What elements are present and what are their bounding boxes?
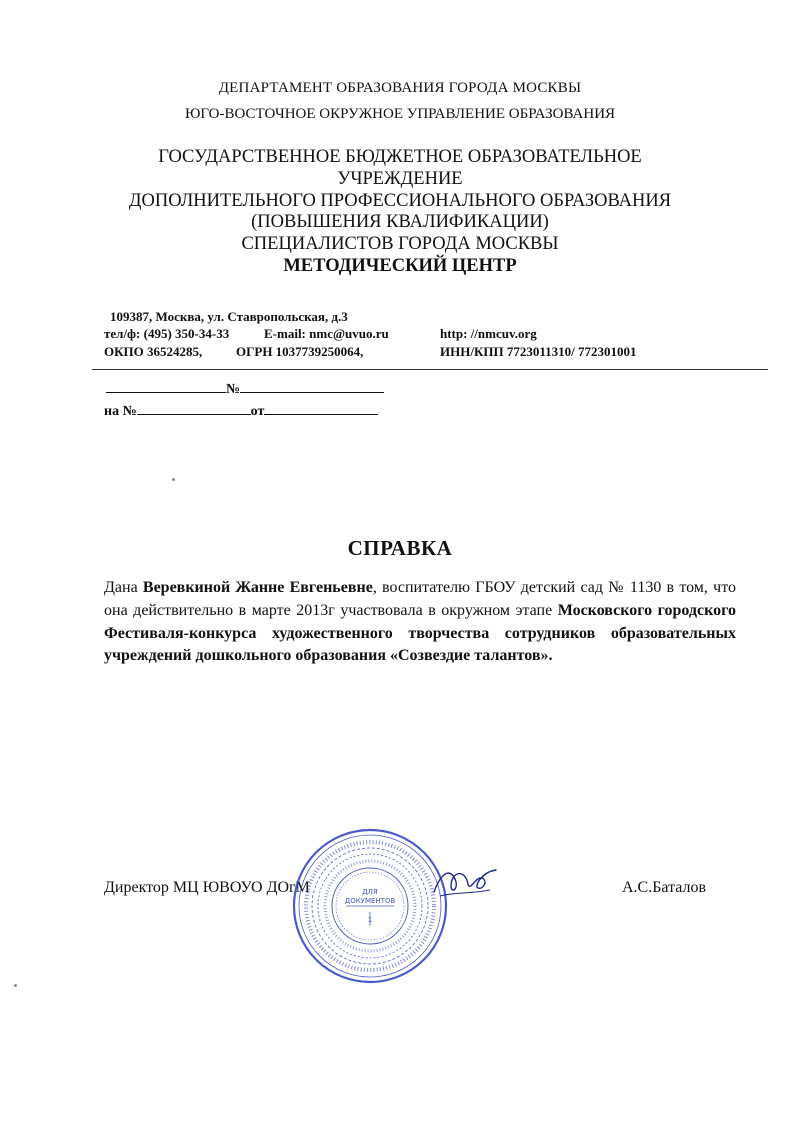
reference-date-blank: [264, 402, 378, 415]
body-text: Дана: [104, 579, 143, 596]
institution-line: (ПОВЫШЕНИЯ КВАЛИФИКАЦИИ): [251, 212, 549, 233]
outgoing-date-blank: [106, 380, 226, 393]
outgoing-number-blank: [240, 380, 384, 393]
stamp-text: ДОКУМЕНТОВ: [344, 897, 396, 905]
stamp-number: 1: [367, 916, 373, 924]
institution-line: ГОСУДАРСТВЕННОЕ БЮДЖЕТНОЕ ОБРАЗОВАТЕЛЬНОЕ: [158, 147, 642, 167]
reference-number-line: [104, 402, 378, 420]
handwritten-signature: [430, 862, 500, 902]
ogrn: ОГРН 1037739250064,: [236, 344, 364, 359]
institution-block: [0, 147, 800, 278]
festival-name: Московского городского Фестиваля-конкурса художественного творчества сотрудников образовательных учреждений дошкольного образования «Созвездие талантов».: [104, 601, 736, 665]
document-title: СПРАВКА: [347, 536, 453, 560]
institution-name: МЕТОДИЧЕСКИЙ ЦЕНТР: [283, 255, 517, 276]
address: 109387, Москва, ул. Ставропольская, д.3: [110, 309, 348, 324]
department-heading: ДЕПАРТАМЕНТ ОБРАЗОВАНИЯ ГОРОДА МОСКВЫ: [218, 80, 582, 96]
phone: тел/ф: (495) 350-34-33: [104, 326, 230, 341]
header-divider: [92, 369, 768, 370]
institution-line: СПЕЦИАЛИСТОВ ГОРОДА МОСКВЫ: [241, 234, 559, 255]
okpo: ОКПО 36524285,: [104, 344, 203, 359]
inn-kpp: ИНН/КПП 7723011310/ 772301001: [440, 344, 637, 359]
district-office-heading: ЮГО-ВОСТОЧНОЕ ОКРУЖНОЕ УПРАВЛЕНИЕ ОБРАЗОВАНИЯ: [184, 106, 616, 122]
scan-speck: [14, 984, 17, 987]
email: E-mail: nmc@uvuo.ru: [264, 326, 389, 341]
date-label: от: [250, 404, 265, 419]
signatory-name: А.С.Баталов: [622, 879, 707, 896]
reference-number-blank: [137, 402, 251, 415]
recipient-name: Веревкиной Жанне Евгеньевне: [142, 579, 373, 596]
scan-speck: [172, 478, 175, 481]
reference-label: на №: [104, 404, 137, 419]
outgoing-number-line: [106, 380, 384, 398]
number-label: №: [226, 382, 241, 397]
certificate-body: [104, 577, 736, 668]
stamp-text: ДЛЯ: [362, 888, 378, 896]
body-text: , воспитателю ГБОУ детский сад № 1130 в том, что она действительно в марте 2013г участвовала в окружном этапе: [104, 579, 736, 619]
website: http: //nmcuv.org: [440, 326, 537, 341]
institution-line: ДОПОЛНИТЕЛЬНОГО ПРОФЕССИОНАЛЬНОГО ОБРАЗОВАНИЯ: [128, 190, 672, 211]
signatory-position: Директор МЦ ЮВОУО ДОгМ: [104, 879, 310, 896]
institution-line: УЧРЕЖДЕНИЕ: [337, 168, 463, 189]
official-stamp: [290, 826, 450, 986]
